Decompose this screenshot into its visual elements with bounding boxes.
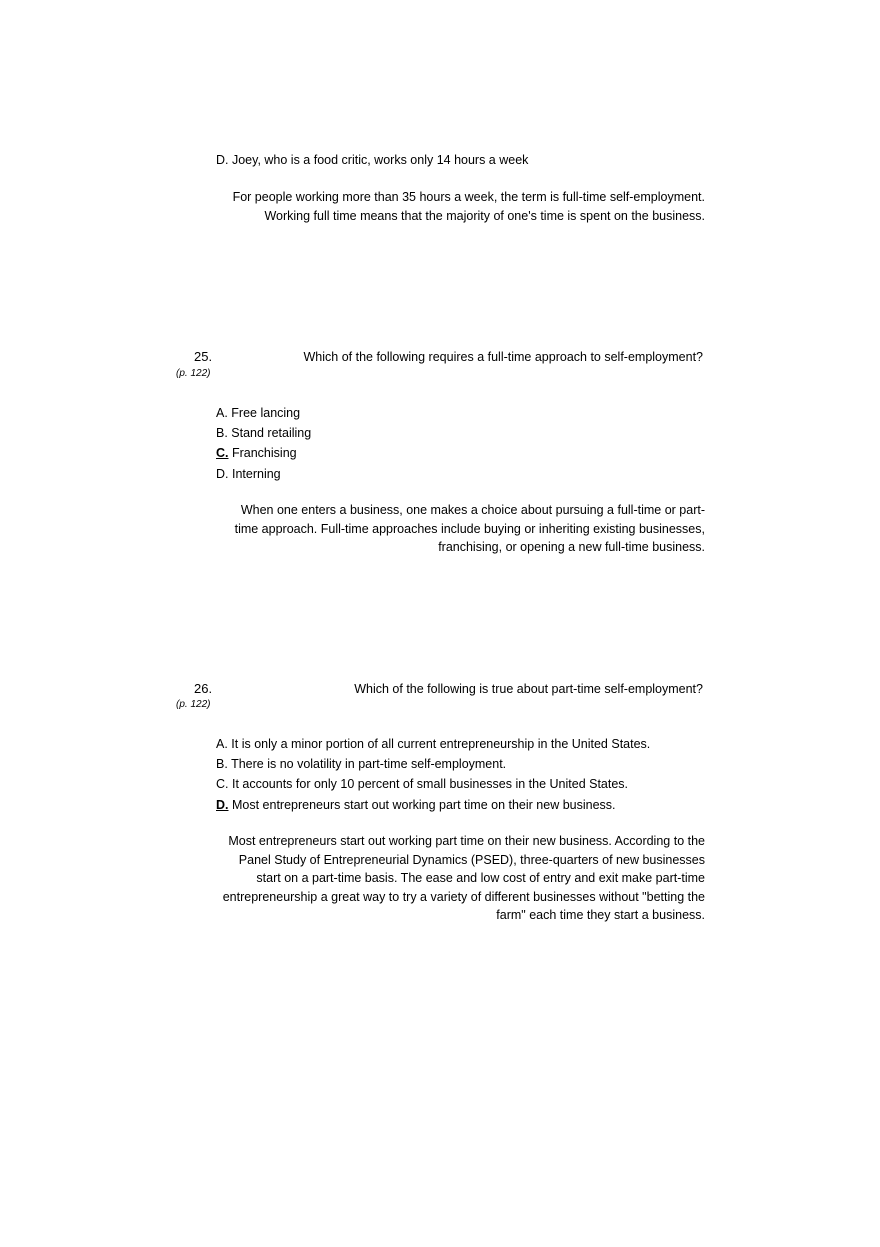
q25-choice-c	[216, 446, 297, 460]
question-number: 26.	[194, 681, 213, 696]
choice-text: Joey, who is a food critic, works only 14 hours a week	[231, 153, 529, 167]
q24-choice-d	[216, 153, 528, 167]
q26-choice-c	[216, 777, 628, 791]
explanation-line: entrepreneurship a great way to try a variety of different businesses without "betting the	[222, 889, 705, 904]
q24-explanation	[233, 188, 705, 225]
question-prompt: Which of the following requires a full-time approach to self-employment?	[303, 350, 703, 364]
explanation-line: time approach. Full-time approaches include buying or inheriting existing businesses,	[234, 521, 705, 536]
page-reference: (p. 122)	[176, 699, 211, 710]
explanation-line: start on a part-time basis. The ease and low cost of entry and exit make part-time	[256, 871, 705, 885]
question-prompt: Which of the following is true about part-time self-employment?	[354, 682, 703, 696]
choice-letter: B.	[216, 757, 228, 771]
choice-letter: D.	[216, 467, 229, 481]
explanation-line: When one enters a business, one makes a choice about pursuing a full-time or part-	[240, 503, 705, 517]
choice-text: Free lancing	[231, 406, 301, 420]
explanation-line: Working full time means that the majority of one's time is spent on the business.	[264, 208, 705, 223]
q25-explanation	[235, 501, 705, 557]
q26-explanation	[223, 832, 705, 925]
choice-text: Franchising	[231, 446, 297, 460]
explanation-line: For people working more than 35 hours a week, the term is full-time self-employment.	[232, 190, 705, 204]
choice-letter: D.	[216, 153, 229, 167]
q26-choice-d	[216, 798, 616, 812]
q26-choice-b	[216, 757, 506, 771]
choice-letter: C.	[216, 777, 229, 791]
q25-choice-a	[216, 406, 300, 420]
explanation-line: farm" each time they start a business.	[496, 908, 705, 922]
choice-text: Stand retailing	[231, 426, 312, 440]
choice-text: It accounts for only 10 percent of small businesses in the United States.	[231, 777, 629, 791]
correct-answer-letter: C.	[216, 446, 229, 460]
choice-letter: A.	[216, 406, 228, 420]
choice-letter: B.	[216, 426, 228, 440]
q26-choice-a	[216, 737, 650, 751]
explanation-line: Most entrepreneurs start out working part time on their new business. According to the	[228, 834, 705, 848]
explanation-line: Panel Study of Entrepreneurial Dynamics (PSED), three-quarters of new businesses	[238, 852, 705, 867]
q25-choice-b	[216, 426, 311, 440]
choice-text: Interning	[231, 467, 281, 481]
q25-choice-d	[216, 467, 281, 481]
explanation-line: franchising, or opening a new full-time business.	[438, 540, 705, 554]
choice-text: There is no volatility in part-time self-employment.	[231, 757, 507, 771]
choice-text: It is only a minor portion of all current entrepreneurship in the United States.	[231, 737, 651, 751]
page-reference: (p. 122)	[176, 368, 211, 379]
choice-letter: A.	[216, 737, 228, 751]
correct-answer-letter: D.	[216, 798, 229, 812]
question-number: 25.	[194, 349, 213, 364]
choice-text: Most entrepreneurs start out working part time on their new business.	[231, 798, 616, 812]
